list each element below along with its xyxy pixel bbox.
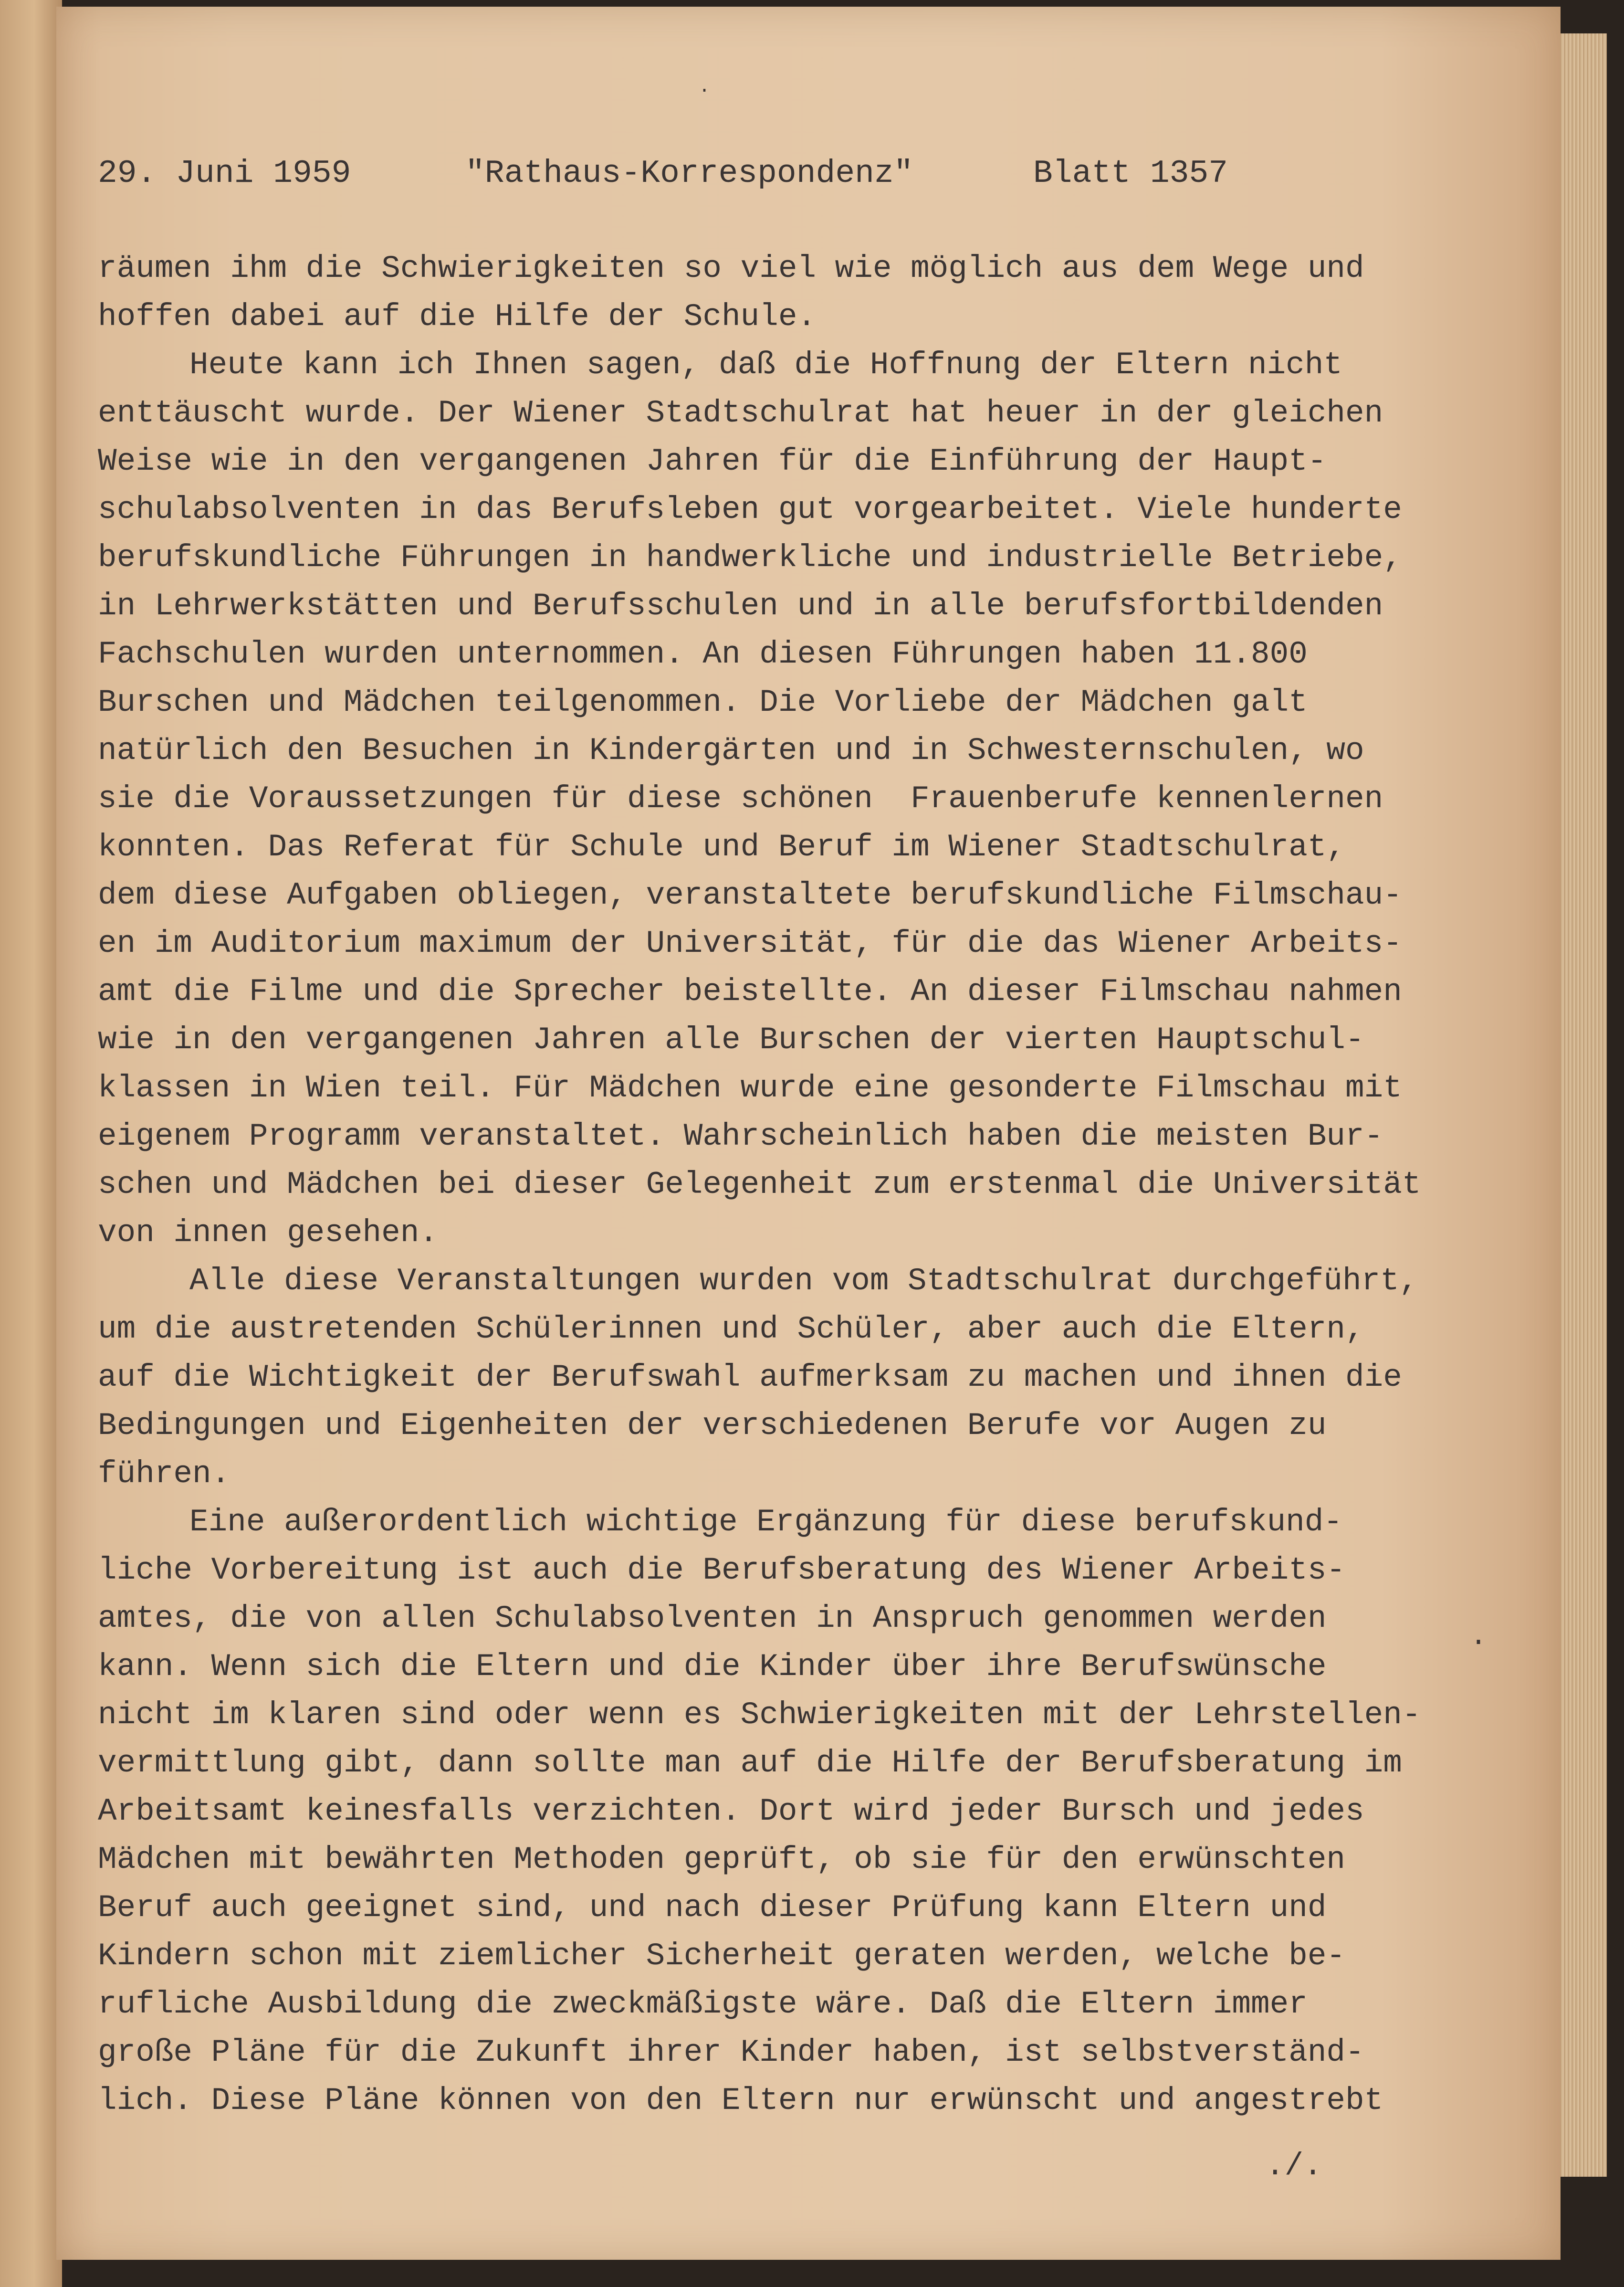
text-line: rufliche Ausbildung die zweckmäßigste wäre. Daß die Eltern immer	[98, 1986, 1308, 2022]
text-line: eigenem Programm veranstaltet. Wahrscheinlich haben die meisten Bur-	[98, 1118, 1383, 1154]
text-line: Arbeitsamt keinesfalls verzichten. Dort wird jeder Bursch und jedes	[98, 1793, 1364, 1829]
text-line: schen und Mädchen bei dieser Gelegenheit zum erstenmal die Universität	[98, 1167, 1421, 1202]
text-line: Kindern schon mit ziemlicher Sicherheit geraten werden, welche be-	[98, 1938, 1346, 1974]
text-line: um die austretenden Schülerinnen und Schüler, aber auch die Eltern,	[98, 1311, 1364, 1347]
text-line: berufskundliche Führungen in handwerkliche und industrielle Betriebe,	[98, 540, 1402, 576]
text-line: konnten. Das Referat für Schule und Beruf im Wiener Stadtschulrat,	[98, 829, 1346, 865]
stray-ink-dot: ·	[699, 80, 711, 102]
text-line: Heute kann ich Ihnen sagen, daß die Hoffnung der Eltern nicht	[189, 347, 1342, 383]
text-line: räumen ihm die Schwierigkeiten so viel wie möglich aus dem Wege und	[98, 251, 1364, 286]
text-line: Mädchen mit bewährten Methoden geprüft, ob sie für den erwünschten	[98, 1842, 1346, 1877]
text-line: Alle diese Veranstaltungen wurden vom Stadtschulrat durchgeführt,	[189, 1263, 1418, 1299]
header-title: "Rathaus-Korrespondenz"	[465, 155, 913, 192]
previous-page-edge	[0, 0, 62, 2287]
text-line: führen.	[98, 1456, 231, 1492]
text-line: lich. Diese Pläne können von den Eltern nur erwünscht und angestrebt	[98, 2083, 1383, 2118]
text-line: vermittlung gibt, dann sollte man auf die Hilfe der Berufsberatung im	[98, 1745, 1402, 1781]
text-line: Fachschulen wurden unternommen. An diesen Führungen haben 11.800	[98, 636, 1308, 672]
stray-ink-dot: .	[1470, 1621, 1488, 1653]
text-line: große Pläne für die Zukunft ihrer Kinder haben, ist selbstverständ-	[98, 2034, 1364, 2070]
text-line: Weise wie in den vergangenen Jahren für die Einführung der Haupt-	[98, 443, 1327, 479]
text-line: Beruf auch geeignet sind, und nach dieser Prüfung kann Eltern und	[98, 1890, 1327, 1926]
body-text	[98, 251, 1421, 2118]
text-line: von innen gesehen.	[98, 1215, 438, 1251]
text-line: natürlich den Besuchen in Kindergärten und in Schwesternschulen, wo	[98, 733, 1364, 769]
text-line: hoffen dabei auf die Hilfe der Schule.	[98, 299, 817, 335]
text-line: auf die Wichtigkeit der Berufswahl aufmerksam zu machen und ihnen die	[98, 1360, 1402, 1395]
text-line: amt die Filme und die Sprecher beistellte. An dieser Filmschau nahmen	[98, 974, 1402, 1010]
text-line: amtes, die von allen Schulabsolventen in Anspruch genommen werden	[98, 1601, 1327, 1636]
text-line: Burschen und Mädchen teilgenommen. Die Vorliebe der Mädchen galt	[98, 685, 1308, 720]
header-sheet-number: Blatt 1357	[1033, 155, 1228, 192]
text-line: Eine außerordentlich wichtige Ergänzung für diese berufskund-	[189, 1504, 1342, 1540]
text-line: kann. Wenn sich die Eltern und die Kinder über ihre Berufswünsche	[98, 1649, 1327, 1685]
text-line: sie die Voraussetzungen für diese schönen Frauenberufe kennenlernen	[98, 781, 1383, 817]
text-line: klassen in Wien teil. Für Mädchen wurde eine gesonderte Filmschau mit	[98, 1070, 1402, 1106]
text-line: wie in den vergangenen Jahren alle Burschen der vierten Hauptschul-	[98, 1022, 1364, 1058]
text-line: en im Auditorium maximum der Universität, für die das Wiener Arbeits-	[98, 926, 1402, 961]
text-line: Bedingungen und Eigenheiten der verschiedenen Berufe vor Augen zu	[98, 1408, 1327, 1444]
header-date: 29. Juni 1959	[98, 155, 351, 192]
text-line: schulabsolventen in das Berufsleben gut vorgearbeitet. Viele hunderte	[98, 492, 1402, 527]
text-line: dem diese Aufgaben obliegen, veranstaltete berufskundliche Filmschau-	[98, 877, 1402, 913]
text-line: liche Vorbereitung ist auch die Berufsberatung des Wiener Arbeits-	[98, 1552, 1346, 1588]
text-line: enttäuscht wurde. Der Wiener Stadtschulrat hat heuer in der gleichen	[98, 395, 1383, 431]
continuation-mark: ./.	[1266, 2148, 1322, 2184]
text-line: nicht im klaren sind oder wenn es Schwierigkeiten mit der Lehrstellen-	[98, 1697, 1421, 1733]
text-line: in Lehrwerkstätten und Berufsschulen und in alle berufsfortbildenden	[98, 588, 1383, 624]
page-stack-edge	[1553, 33, 1607, 2177]
